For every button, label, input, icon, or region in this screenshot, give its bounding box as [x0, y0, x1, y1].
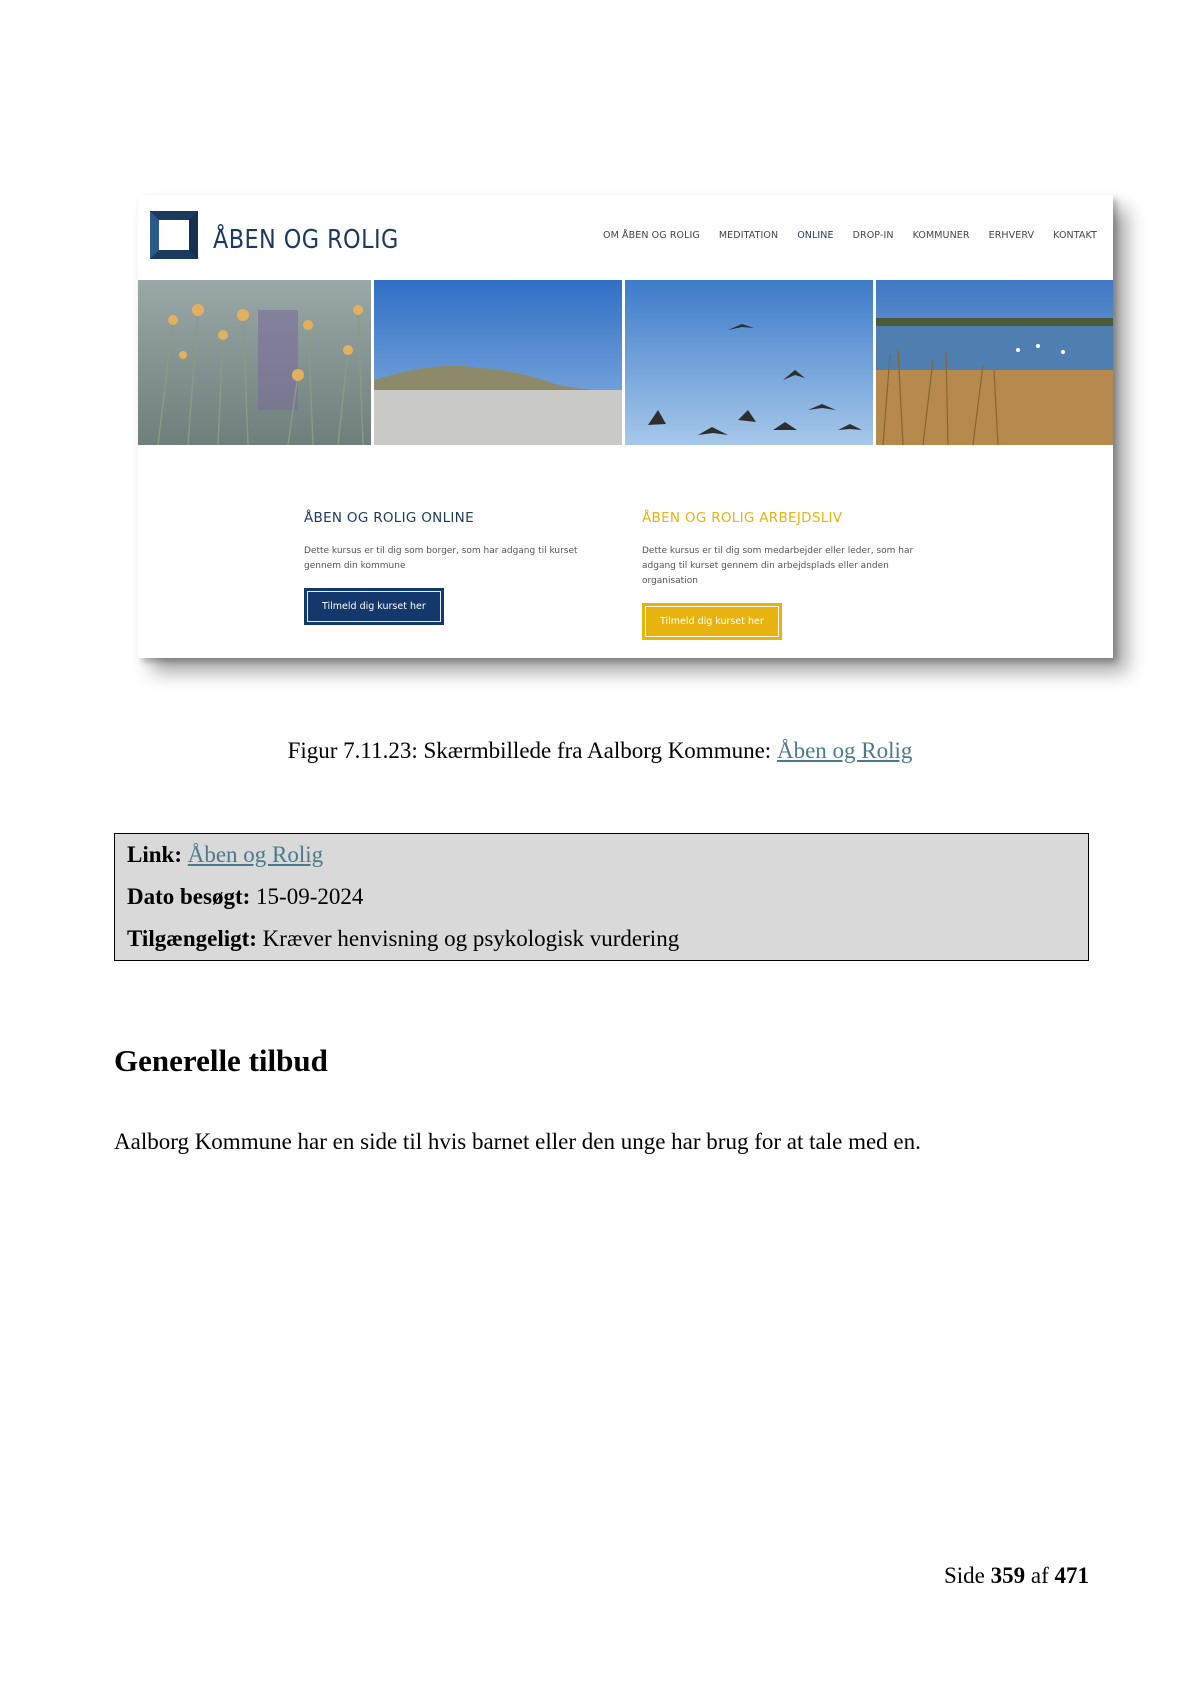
info-access-row: Tilgængeligt: Kræver henvisning og psykologisk vurdering — [127, 926, 680, 951]
site-header — [138, 195, 1113, 280]
info-date-row: Dato besøgt: 15-09-2024 — [127, 884, 364, 909]
site-nav — [603, 230, 1097, 241]
nav-item-erhverv[interactable]: ERHVERV — [988, 230, 1035, 241]
caption-link[interactable]: Åben og Rolig — [776, 738, 913, 763]
signup-button-online[interactable]: Tilmeld dig kurset her — [304, 588, 444, 625]
nav-item-kommuner[interactable]: KOMMUNER — [912, 230, 970, 241]
page-number: Side 359 af 471 — [943, 1563, 1089, 1588]
promo-online — [304, 510, 578, 625]
promo-title: ÅBEN OG ROLIG ARBEJDSLIV — [642, 510, 843, 526]
info-link-row: Link: Åben og Rolig — [127, 842, 324, 867]
photo-dune — [374, 280, 622, 445]
figure-caption: Figur 7.11.23: Skærmbillede fra Aalborg Kommune: Åben og Rolig — [287, 738, 913, 763]
section-heading: Generelle tilbud — [114, 1043, 328, 1078]
signup-button-arbejdsliv[interactable]: Tilmeld dig kurset her — [642, 603, 782, 640]
photo-strip — [138, 280, 1113, 445]
promo-arbejdsliv — [642, 510, 913, 640]
photo-flowers — [138, 280, 371, 445]
site-logo-text: ÅBEN OG ROLIG — [213, 225, 399, 255]
info-link[interactable]: Åben og Rolig — [187, 842, 324, 867]
promo-text: Dette kursus er til dig som borger, som har adgang til kurset gennem din kommune — [304, 546, 578, 571]
nav-item-om[interactable]: OM ÅBEN OG ROLIG — [603, 230, 700, 241]
promo-title: ÅBEN OG ROLIG ONLINE — [304, 510, 474, 526]
nav-item-online[interactable]: ONLINE — [797, 230, 834, 241]
nav-item-drop-in[interactable]: DROP-IN — [852, 230, 894, 241]
nav-item-meditation[interactable]: MEDITATION — [718, 230, 779, 241]
info-box — [114, 833, 1089, 961]
nav-item-kontakt[interactable]: KONTAKT — [1053, 230, 1097, 241]
website-screenshot — [138, 195, 1113, 658]
photo-lake — [876, 280, 1113, 445]
section-paragraph: Aalborg Kommune har en side til hvis barnet eller den unge har brug for at tale med en. — [114, 1129, 921, 1154]
promo-text: Dette kursus er til dig som medarbejder eller leder, som har adgang til kurset gennem din arbejdsplads eller anden organisation — [642, 546, 914, 586]
logo-icon — [150, 211, 198, 259]
photo-gulls — [625, 280, 873, 445]
